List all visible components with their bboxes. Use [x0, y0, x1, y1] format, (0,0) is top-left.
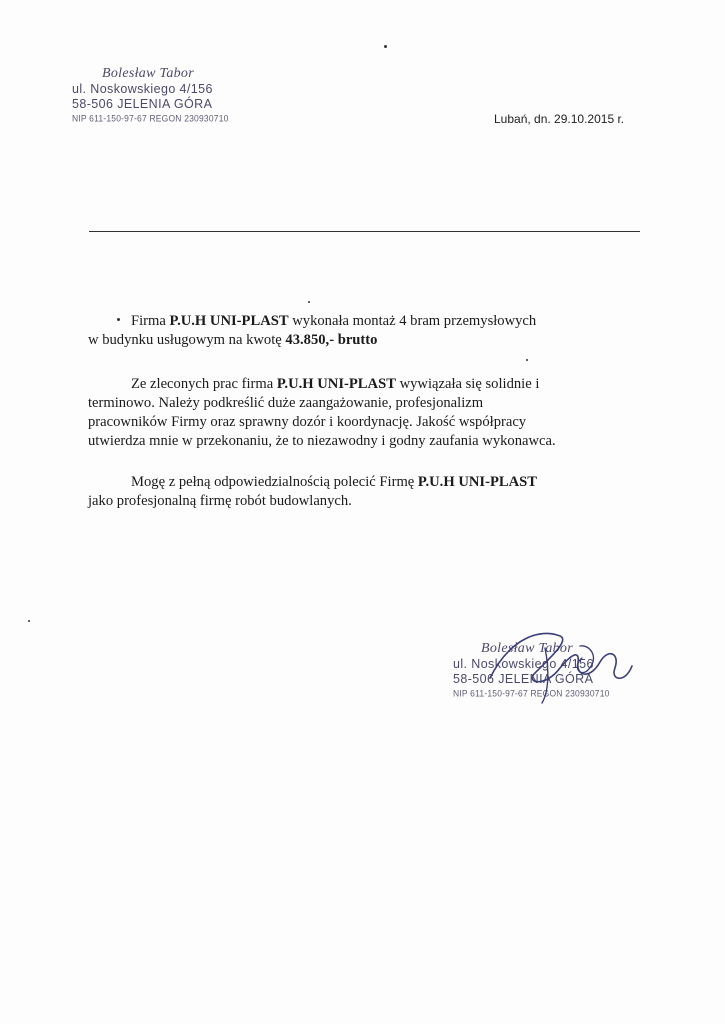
header-divider [89, 231, 640, 232]
stamp-street: ul. Noskowskiego 4/156 [453, 657, 594, 671]
stamp-name: Bolesław Tabor [102, 66, 194, 81]
paragraph-3 [88, 473, 648, 511]
handwritten-signature [450, 618, 650, 708]
text-span: w budynku usługowym na kwotę [88, 332, 286, 348]
text-span: wywiązała się solidnie i [395, 376, 540, 392]
text-span: Firma [131, 313, 170, 329]
stamp-city: 58-506 JELENIA GÓRA [453, 672, 594, 686]
company-name: P.U.H UNI-PLAST [417, 474, 537, 490]
text-span: jako profesjonalną firmę robót budowlanych. [88, 493, 352, 509]
stamp-name: Bolesław Tabor [481, 641, 573, 656]
letter-body [88, 312, 648, 511]
paragraph-2 [88, 375, 648, 451]
text-span: Mogę z pełną odpowiedzialnością polecić Firmę [131, 474, 418, 490]
company-stamp-top [72, 66, 272, 124]
stamp-nip: NIP 611-150-97-67 REGON 230930710 [453, 687, 610, 699]
signature-stroke [490, 633, 632, 681]
scan-speck [308, 301, 310, 303]
stamp-city: 58-506 JELENIA GÓRA [72, 97, 213, 111]
text-span: terminowo. Należy podkreślić duże zaangażowanie, profesjonalizm [88, 395, 484, 411]
text-span: pracowników Firmy oraz sprawny dozór i koordynację. Jakość współpracy [88, 414, 527, 430]
stamp-nip: NIP 611-150-97-67 REGON 230930710 [72, 112, 229, 124]
text-span: wykonała montaż 4 bram przemysłowych [288, 313, 537, 329]
scan-speck [384, 45, 387, 48]
company-name: P.U.H UNI-PLAST [276, 376, 396, 392]
text-span: Ze zleconych prac firma [131, 376, 277, 392]
amount: 43.850,- brutto [285, 332, 378, 348]
company-name: P.U.H UNI-PLAST [169, 313, 289, 329]
signature-stroke [577, 646, 593, 673]
signature-stroke [542, 648, 548, 703]
scan-speck [28, 620, 30, 622]
stamp-street: ul. Noskowskiego 4/156 [72, 82, 213, 96]
paragraph-1 [88, 312, 648, 350]
text-span: utwierdza mnie w przekonaniu, że to niezawodny i godny zaufania wykonawca. [88, 433, 556, 449]
letter-date: Lubań, dn. 29.10.2015 r. [494, 112, 625, 126]
